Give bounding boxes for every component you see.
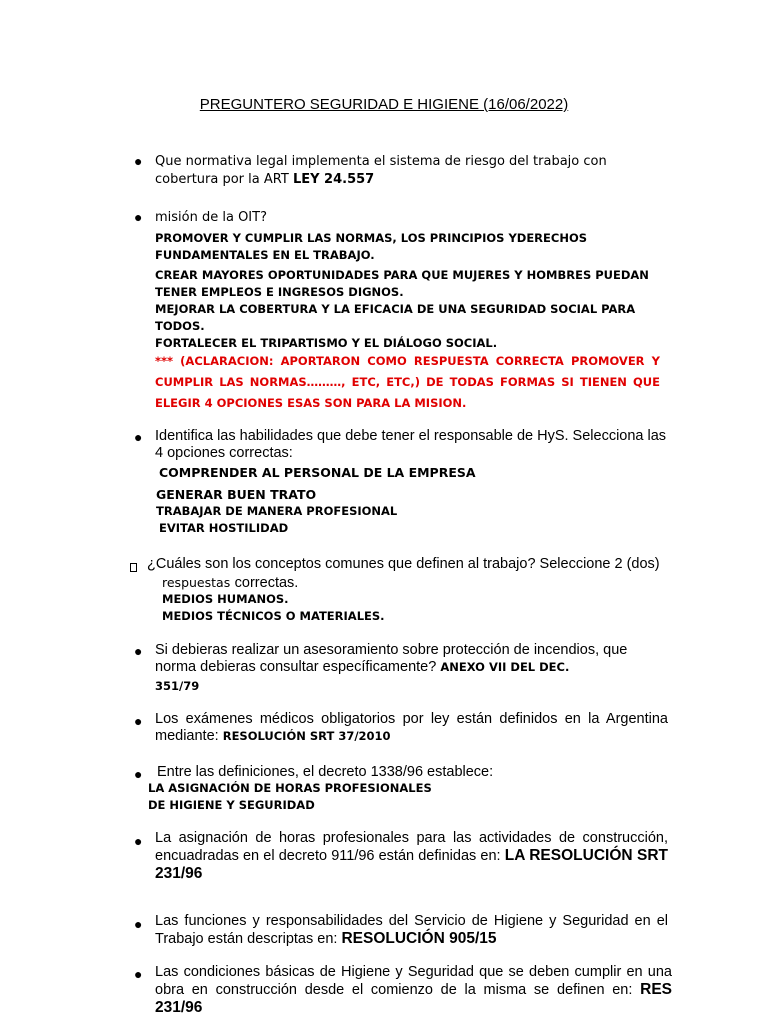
question-text: Las funciones y responsabilidades del Servicio de Higiene y Seguridad en el Trabajo están descriptas en: [155, 913, 668, 947]
answer-line: CREAR MAYORES OPORTUNIDADES PARA QUE MUJERES Y HOMBRES PUEDAN TENER EMPLEOS E INGRESOS DIGNOS. [155, 268, 649, 299]
answer-line: MEDIOS HUMANOS. [162, 592, 289, 606]
bullet-icon: ● [134, 713, 143, 729]
question-4-line2: respuestas correctas. [162, 575, 299, 591]
answer-block [155, 230, 673, 352]
bullet-icon: ● [134, 833, 143, 849]
question-8 [155, 830, 668, 883]
question-2: misión de la OIT? [155, 210, 267, 225]
question-text: Las condiciones básicas de Higiene y Seguridad que se deben cumplir en una obra en construcción desde el comienzo de la misma se definen en: [155, 964, 672, 998]
answer-line: PROMOVER Y CUMPLIR LAS NORMAS, LOS PRINCIPIOS YDERECHOS FUNDAMENTALES EN EL TRABAJO. [155, 231, 588, 262]
answer-line: COMPRENDER AL PERSONAL DE LA EMPRESA [159, 465, 476, 480]
answer-text: LEY 24.557 [292, 172, 375, 187]
question-1 [155, 153, 668, 189]
answer-line: LA ASIGNACIÓN DE HORAS PROFESIONALES [148, 781, 432, 795]
answer-text: LA RESOLUCIÓN SRT 231/96 [155, 847, 669, 882]
answer-line: TRABAJAR DE MANERA PROFESIONAL [156, 504, 398, 518]
question-4: ¿Cuáles son los conceptos comunes que definen al trabajo? Seleccione 2 (dos) [147, 556, 660, 572]
answer-line: MEDIOS TÉCNICOS O MATERIALES. [162, 609, 385, 623]
question-text: Si debieras realizar un asesoramiento sobre protección de incendios, que norma debieras consultar específicamente? [155, 642, 628, 675]
question-9 [155, 913, 668, 948]
answer-line: GENERAR BUEN TRATO [156, 487, 317, 502]
bullet-icon: ● [134, 766, 143, 782]
answer-line: DE HIGIENE Y SEGURIDAD [148, 798, 315, 812]
answer-text: RESOLUCIÓN SRT 37/2010 [222, 729, 391, 743]
checkbox-icon [130, 563, 137, 572]
question-10 [155, 964, 672, 1017]
answer-line: MEJORAR LA COBERTURA Y LA EFICACIA DE UNA SEGURIDAD SOCIAL PARA TODOS. [155, 302, 636, 333]
answer-line: FORTALECER EL TRIPARTISMO Y EL DIÁLOGO SOCIAL. [155, 336, 498, 350]
answer-text: RES 231/96 [155, 981, 672, 1016]
bullet-icon: ● [134, 916, 143, 932]
bullet-icon: ● [134, 429, 143, 445]
clarification-note: *** (ACLARACION: APORTARON COMO RESPUESTA CORRECTA PROMOVER Y CUMPLIR LAS NORMAS………, ETC, ETC,) DE TODAS FORMAS SI TIENEN QUE ELEGIR 4 OPCIONES ESAS SON PARA LA MISION. [155, 354, 660, 410]
question-text: Los exámenes médicos obligatorios por ley están definidos en la Argentina mediante: [155, 711, 668, 744]
question-text: Que normativa legal implementa el sistema de riesgo del trabajo con cobertura por la ART [155, 154, 607, 187]
question-6 [155, 711, 668, 745]
answer-text: ANEXO VII DEL DEC. [440, 660, 570, 674]
answer-line: 351/79 [155, 679, 200, 693]
answer-line: EVITAR HOSTILIDAD [159, 521, 289, 535]
question-7: Entre las definiciones, el decreto 1338/96 establece: [157, 764, 494, 780]
bullet-icon: ● [134, 153, 143, 169]
bullet-icon: ● [134, 643, 143, 659]
bullet-icon: ● [134, 966, 143, 982]
question-text: La asignación de horas profesionales para las actividades de construcción, encuadradas en el decreto 911/96 están definidas en: [155, 830, 668, 864]
page-title: PREGUNTERO SEGURIDAD E HIGIENE (16/06/2022) [199, 96, 569, 113]
bullet-icon: ● [134, 209, 143, 225]
question-3: Identifica las habilidades que debe tener el responsable de HyS. Selecciona las 4 opciones correctas: [155, 428, 667, 461]
question-5 [155, 642, 668, 676]
answer-text: RESOLUCIÓN 905/15 [341, 930, 497, 947]
